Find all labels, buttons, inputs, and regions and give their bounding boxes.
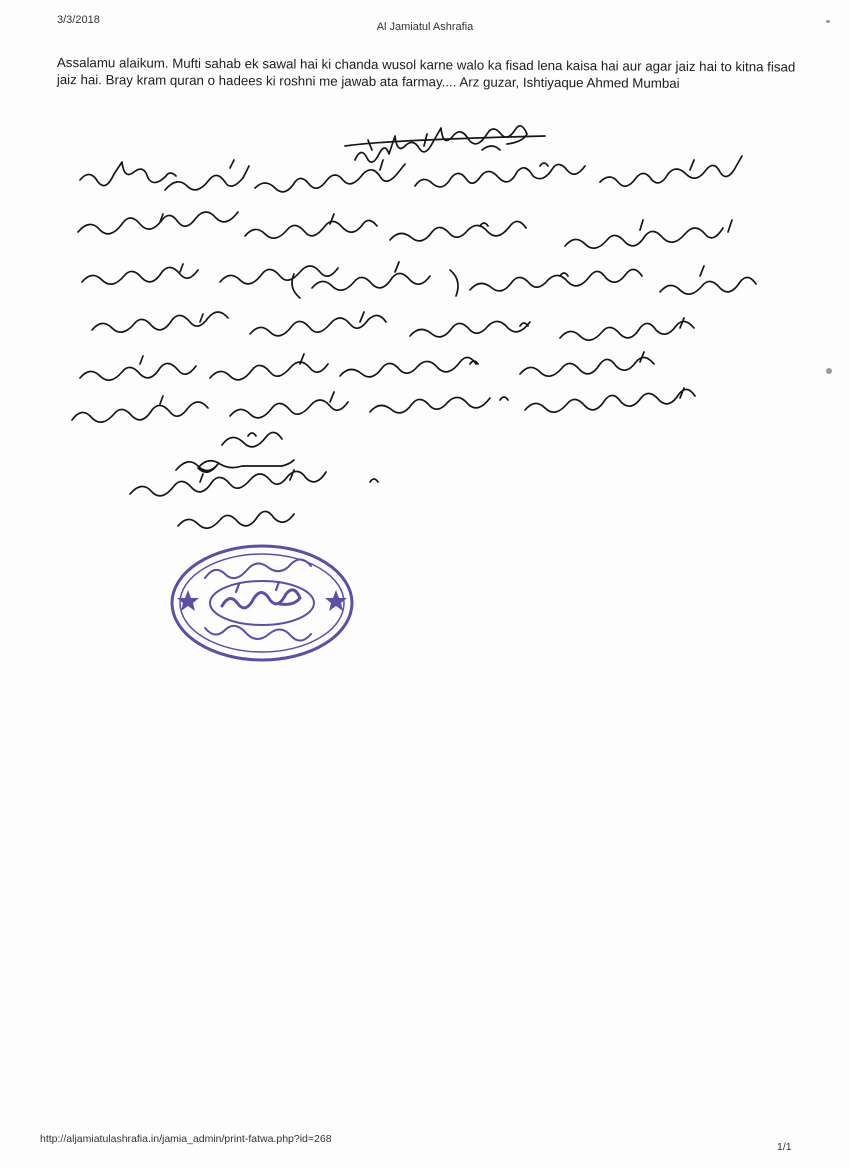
- scan-speck: [826, 20, 830, 23]
- scan-speck: [826, 368, 832, 374]
- print-date: 3/3/2018: [57, 14, 100, 26]
- site-title: Al Jamiatul Ashrafia: [376, 21, 474, 33]
- page-number: 1/1: [777, 1141, 792, 1153]
- question-text: Assalamu alaikum. Mufti sahab ek sawal hai ki chanda wusol karne walo ka fisad lena kaisa hai aur agar jaiz hai to kitna fisad jaiz hai. Bray kram quran o hadees ki roshni me jawab ata farmay.... Arz guzar, Ishtiyaque Ahmed Mumbai: [56, 54, 796, 91]
- footer-url: http://aljamiatulashrafia.in/jamia_admin/print-fatwa.php?id=268: [40, 1133, 332, 1145]
